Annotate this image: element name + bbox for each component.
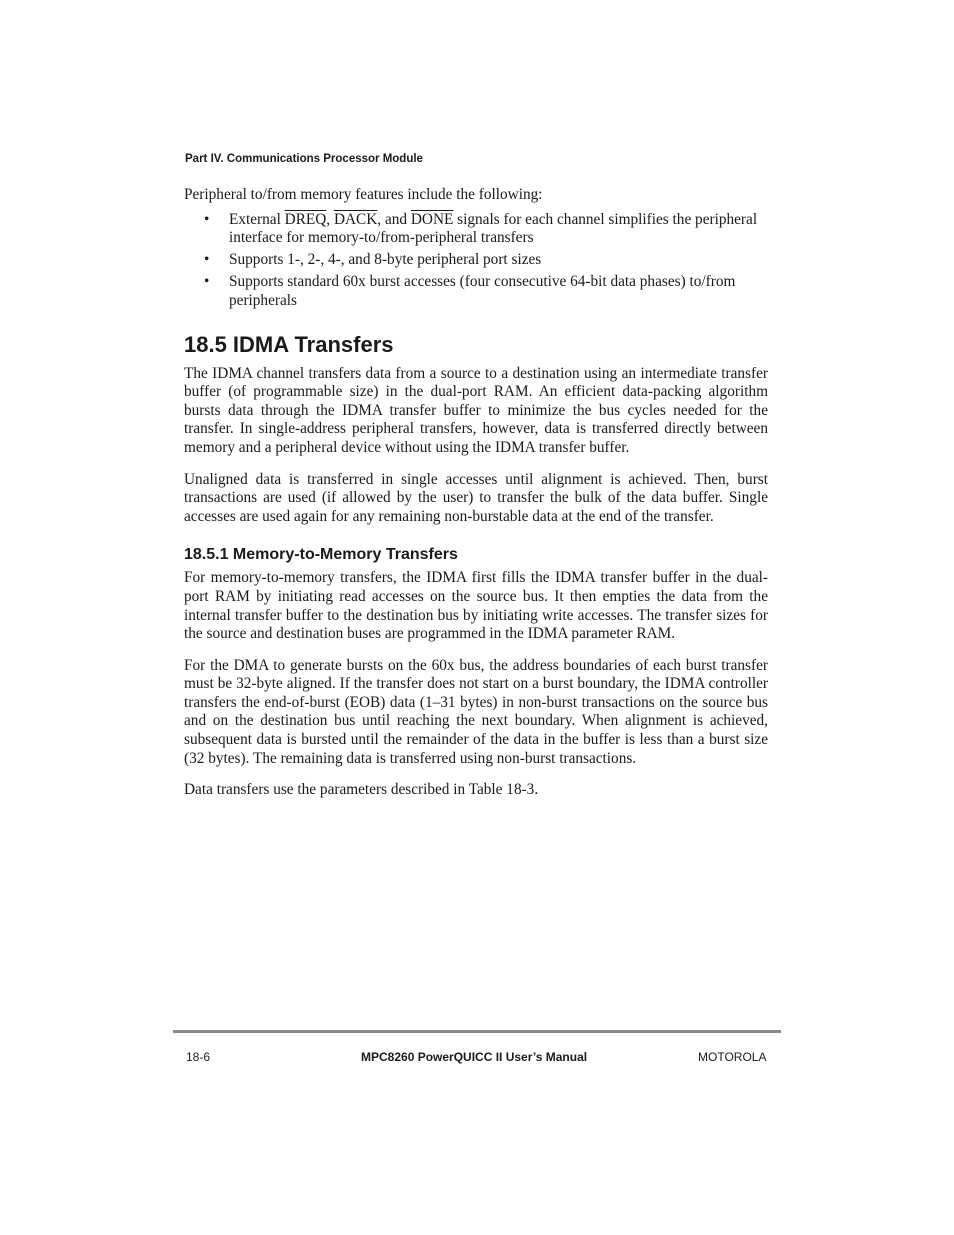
signal-dreq: DREQ <box>284 210 327 228</box>
running-head: Part IV. Communications Processor Module <box>185 153 423 165</box>
footer-rule <box>173 1030 781 1033</box>
list-item-text: , and <box>377 210 411 228</box>
section-heading: 18.5 IDMA Transfers <box>184 331 394 357</box>
list-item <box>184 273 768 310</box>
manual-title: MPC8260 PowerQUICC II User’s Manual <box>361 1050 588 1064</box>
signal-done: DONE <box>410 210 454 228</box>
signal-dack: DACK <box>333 210 378 228</box>
list-item-text: , <box>326 210 334 228</box>
bullet-marker: • <box>204 273 210 291</box>
subsection-paragraph-3: Data transfers use the parameters described in Table 18-3. <box>184 781 539 799</box>
section-paragraph-1: The IDMA channel transfers data from a source to a destination using an intermediate transfer buffer (of programmable size) in the dual-port RAM. An efficient data-packing algorithm bursts data through the IDMA transfer buffer to minimize the bus cycles needed for the transfer. In single-address peripheral transfers, however, data is transferred directly between memory and a peripheral device without using the IDMA transfer buffer. <box>184 364 768 456</box>
subsection-paragraph-1: For memory-to-memory transfers, the IDMA first fills the IDMA transfer buffer in the dual-port RAM by initiating read accesses on the source bus. It then empties the data from the internal transfer buffer to the destination bus by initiating write accesses. The transfer sizes for the source and destination buses are programmed in the IDMA parameter RAM. <box>184 569 768 643</box>
company-name: MOTOROLA <box>698 1050 767 1064</box>
subsection-heading: 18.5.1 Memory-to-Memory Transfers <box>184 546 458 564</box>
list-item-text: Supports standard 60x burst accesses (four consecutive 64-bit data phases) to/from peripherals <box>229 273 736 309</box>
section-paragraph-2: Unaligned data is transferred in single accesses until alignment is achieved. Then, burst transactions are used (if allowed by the user) to transfer the bulk of the data buffer. Single accesses are used again for any remaining non-burstable data at the end of the transfer. <box>184 470 768 525</box>
bullet-marker: • <box>204 251 210 269</box>
subsection-paragraph-2: For the DMA to generate bursts on the 60x bus, the address boundaries of each burst transfer must be 32-byte aligned. If the transfer does not start on a burst boundary, the IDMA controller transfers the end-of-burst (EOB) data (1–31 bytes) in non-burst transactions on the source bus and on the destination bus until reaching the next boundary. When alignment is achieved, subsequent data is bursted until the remainder of the data in the buffer is less than a burst size (32 bytes). The remaining data is transferred using non-burst transactions. <box>184 656 768 767</box>
list-item <box>184 251 768 270</box>
list-item-text: External <box>229 210 285 228</box>
feature-list <box>184 211 768 311</box>
bullet-marker: • <box>204 210 210 228</box>
page-body <box>184 186 768 800</box>
page-number: 18-6 <box>186 1050 211 1064</box>
list-item <box>184 211 768 248</box>
list-item-text: Supports 1-, 2-, 4-, and 8-byte peripheral port sizes <box>229 251 542 269</box>
intro-paragraph: Peripheral to/from memory features include the following: <box>184 186 543 203</box>
list-item-text: signals for each channel simplifies the peripheral interface for memory-to/from-peripheral transfers <box>229 210 758 247</box>
